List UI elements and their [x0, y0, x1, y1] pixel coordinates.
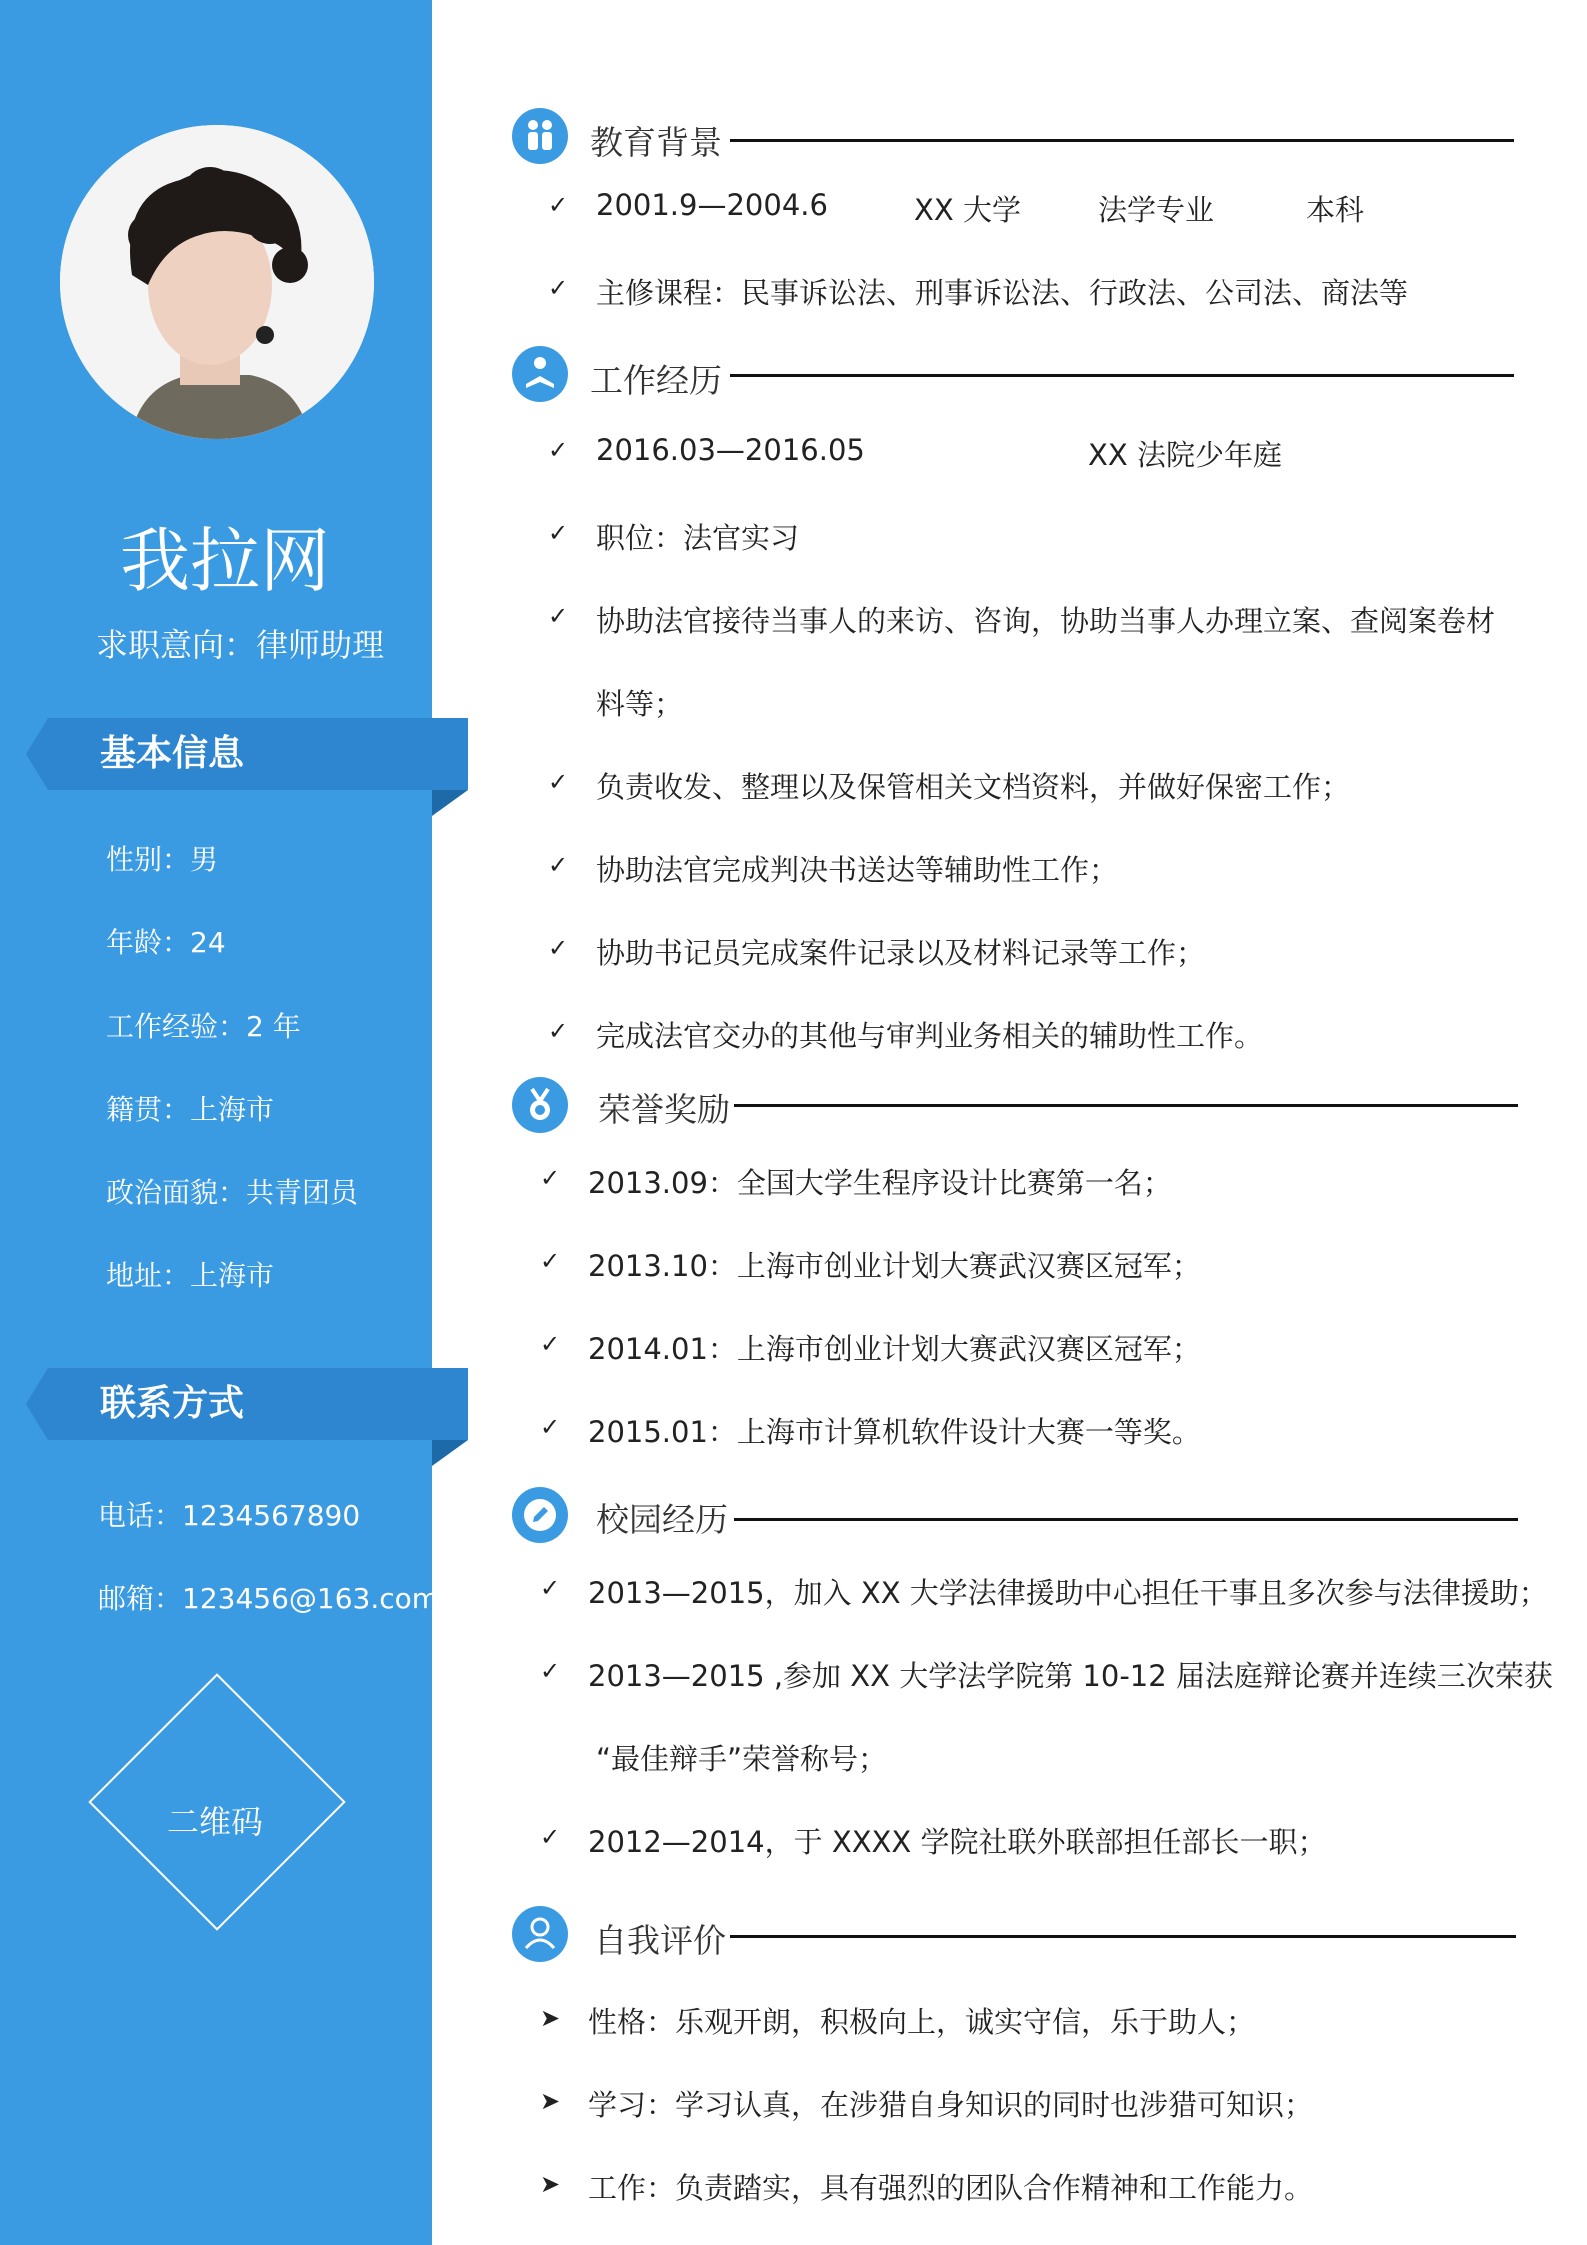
work-item: 协助法官完成判决书送达等辅助性工作；: [596, 853, 1119, 887]
check-icon: ✓: [540, 1164, 561, 1192]
campus-item: 2012—2014，于 XXXX 学院社联外联部担任部长一职；: [588, 1825, 1327, 1859]
work-org: XX 法院少年庭: [1088, 438, 1282, 472]
check-icon: ✓: [540, 1574, 561, 1602]
work-item: 协助书记员完成案件记录以及材料记录等工作；: [596, 936, 1206, 970]
job-intent: 求职意向：律师助理: [95, 626, 384, 664]
info-experience: 工作经验：2 年: [106, 1010, 301, 1043]
campus-item-continued: “最佳辩手”荣誉称号；: [596, 1742, 888, 1776]
work-item: 完成法官交办的其他与审判业务相关的辅助性工作。: [596, 1019, 1264, 1053]
honor-item: 2013.09：全国大学生程序设计比赛第一名；: [588, 1166, 1172, 1200]
check-icon: ✓: [548, 1017, 569, 1045]
banner-fold: [432, 1440, 468, 1466]
arrow-icon: ➤: [540, 2170, 561, 2198]
check-icon: ✓: [540, 1330, 561, 1358]
education-school: XX 大学: [914, 193, 1021, 227]
campus-item: 2013—2015，加入 XX 大学法律援助中心担任干事且多次参与法律援助；: [588, 1576, 1548, 1610]
check-icon: ✓: [548, 519, 569, 547]
pencil-icon: [512, 1487, 568, 1543]
education-courses: 主修课程：民事诉讼法、刑事诉讼法、行政法、公司法、商法等: [596, 276, 1409, 310]
people-icon: [512, 108, 568, 164]
qr-code-label: 二维码: [166, 1803, 263, 1841]
check-icon: ✓: [540, 1413, 561, 1441]
work-item: 负责收发、整理以及保管相关文档资料，并做好保密工作；: [596, 770, 1351, 804]
info-address: 地址：上海市: [106, 1259, 275, 1292]
education-title: 教育背景: [590, 123, 722, 162]
portrait-image: [60, 125, 374, 439]
reading-person-icon: [512, 346, 568, 402]
medal-icon: [512, 1077, 568, 1133]
check-icon: ✓: [548, 602, 569, 630]
work-item: 协助法官接待当事人的来访、咨询，协助当事人办理立案、查阅案卷材: [596, 604, 1496, 638]
education-date: 2001.9—2004.6: [596, 188, 828, 222]
honor-item: 2015.01：上海市计算机软件设计大赛一等奖。: [588, 1415, 1201, 1449]
info-gender: 性别：男: [106, 843, 219, 876]
honor-item: 2014.01：上海市创业计划大赛武汉赛区冠军；: [588, 1332, 1201, 1366]
candidate-name: 我拉网: [120, 520, 330, 602]
person-icon: [512, 1906, 568, 1962]
basic-info-banner: [48, 718, 468, 790]
check-icon: ✓: [548, 851, 569, 879]
honor-item: 2013.10：上海市创业计划大赛武汉赛区冠军；: [588, 1249, 1201, 1283]
contact-phone: 电话：1234567890: [98, 1499, 361, 1532]
contact-email: 邮箱：123456@163.com: [98, 1582, 440, 1615]
work-date: 2016.03—2016.05: [596, 433, 865, 467]
check-icon: ✓: [548, 436, 569, 464]
check-icon: ✓: [540, 1823, 561, 1851]
campus-title: 校园经历: [596, 1500, 728, 1539]
info-political: 政治面貌：共青团员: [106, 1176, 359, 1209]
arrow-icon: ➤: [540, 2087, 561, 2115]
check-icon: ✓: [548, 934, 569, 962]
self-eval-title: 自我评价: [594, 1921, 726, 1960]
contact-banner: [48, 1368, 468, 1440]
banner-fold: [432, 790, 468, 816]
contact-title: 联系方式: [100, 1383, 245, 1424]
section-divider: [730, 374, 1514, 377]
work-item: 职位：法官实习: [596, 521, 800, 555]
honors-title: 荣誉奖励: [598, 1090, 730, 1129]
check-icon: ✓: [540, 1247, 561, 1275]
profile-photo: [60, 125, 374, 439]
self-eval-item: 学习：学习认真，在涉猎自身知识的同时也涉猎可知识；: [588, 2088, 1314, 2122]
check-icon: ✓: [540, 1657, 561, 1685]
check-icon: ✓: [548, 768, 569, 796]
section-divider: [730, 139, 1514, 142]
section-divider: [730, 1935, 1516, 1938]
info-hometown: 籍贯：上海市: [106, 1093, 275, 1126]
self-eval-item: 性格：乐观开朗，积极向上，诚实守信，乐于助人；: [588, 2005, 1256, 2039]
arrow-icon: ➤: [540, 2004, 561, 2032]
self-eval-item: 工作：负责踏实，具有强烈的团队合作精神和工作能力。: [588, 2171, 1314, 2205]
section-divider: [734, 1104, 1518, 1107]
section-divider: [734, 1518, 1518, 1521]
campus-item: 2013—2015 ,参加 XX 大学法学院第 10-12 届法庭辩论赛并连续三次荣获: [588, 1659, 1553, 1693]
work-title: 工作经历: [590, 361, 722, 400]
education-major: 法学专业: [1098, 193, 1215, 227]
education-degree: 本科: [1306, 193, 1365, 227]
info-age: 年龄：24: [106, 926, 226, 959]
check-icon: ✓: [548, 274, 569, 302]
basic-info-title: 基本信息: [100, 733, 245, 774]
work-item-continued: 料等；: [596, 687, 684, 721]
check-icon: ✓: [548, 191, 569, 219]
